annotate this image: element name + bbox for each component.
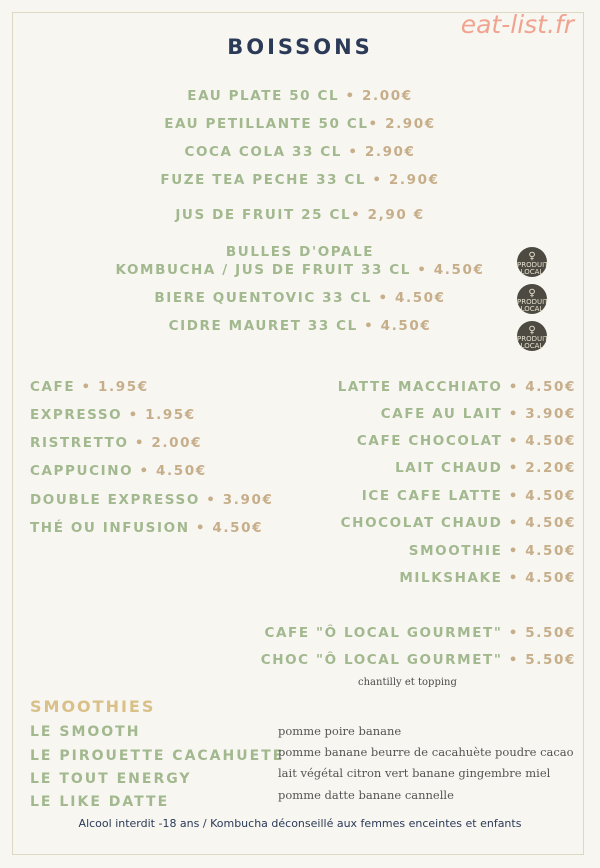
item-price: • 5.50€ [502, 652, 576, 668]
item-name: LAIT CHAUD [395, 460, 503, 476]
footer-disclaimer: Alcool interdit -18 ans / Kombucha déconseillé aux femmes enceintes et enfants [78, 817, 522, 830]
item-price: • 4.50€ [502, 379, 576, 395]
item-name: CHOC "Ô LOCAL GOURMET" [260, 652, 503, 668]
item-name: CAFE CHOCOLAT [356, 433, 503, 449]
smoothie-description: pomme datte banane cannelle [278, 788, 454, 802]
item-price: • 2.00€ [128, 435, 203, 451]
item-name: CIDRE MAURET 33 CL [168, 318, 358, 334]
item-price: • 4.50€ [502, 543, 576, 559]
watermark: eat-list.fr [460, 10, 574, 39]
smoothie-name: LE PIROUETTE CACAHUETE [30, 748, 285, 764]
menu-item [338, 379, 576, 395]
menu-item [30, 520, 263, 536]
local-product-badge-icon: ♀ PRODUIT LOCAL [517, 284, 547, 314]
menu-item [30, 379, 149, 395]
menu-item [30, 492, 273, 508]
page-title: BOISSONS [227, 35, 373, 59]
menu-item [399, 570, 576, 586]
menu-item [0, 290, 600, 306]
menu-item [0, 88, 600, 104]
item-name: CHOCOLAT CHAUD [340, 515, 503, 531]
menu-item [30, 463, 207, 479]
menu-item [0, 262, 600, 278]
item-name: EAU PETILLANTE 50 CL [164, 116, 369, 132]
menu-item [261, 652, 576, 668]
menu-item [362, 488, 576, 504]
smoothie-description: pomme banane beurre de cacahuète poudre cacao [278, 745, 574, 759]
item-price: • 2.20€ [502, 460, 576, 476]
item-name: CAFE [30, 379, 76, 395]
menu-item [0, 244, 600, 260]
item-name: CAPPUCINO [30, 463, 134, 479]
smoothie-description: lait végétal citron vert banane gingembre miel [278, 766, 551, 780]
smoothie-name: LE LIKE DATTE [30, 794, 170, 810]
item-name: JUS DE FRUIT 25 CL [175, 207, 352, 223]
menu-item [0, 172, 600, 188]
item-price: • 4.50€ [133, 463, 207, 479]
item-price: • 4.50€ [502, 433, 576, 449]
item-price: • 2.90€ [368, 116, 436, 132]
item-name: MILKSHAKE [399, 570, 503, 586]
menu-item [381, 406, 576, 422]
item-price: • 1.95€ [75, 379, 149, 395]
item-price: • 4.50€ [372, 290, 446, 306]
smoothie-name: LE TOUT ENERGY [30, 771, 192, 787]
item-name: COCA COLA 33 CL [184, 144, 343, 160]
smoothies-heading: SMOOTHIES [30, 697, 156, 716]
item-price: • 3.90€ [502, 406, 576, 422]
menu-item [357, 433, 576, 449]
item-price: • 2.00€ [339, 88, 413, 104]
item-name: RISTRETTO [30, 435, 129, 451]
item-price: • 3.90€ [199, 492, 274, 508]
item-name: EXPRESSO [30, 407, 123, 423]
menu-item [0, 144, 600, 160]
item-price: • 4.50€ [189, 520, 264, 536]
menu-item [409, 543, 576, 559]
item-name: CAFE AU LAIT [380, 406, 503, 422]
menu-item [0, 207, 600, 223]
item-name: THÉ OU INFUSION [30, 520, 190, 536]
item-price: • 2.90€ [342, 144, 416, 160]
item-price: • 4.50€ [502, 488, 576, 504]
item-name: EAU PLATE 50 CL [187, 88, 340, 104]
item-name: ICE CAFE LATTE [361, 488, 503, 504]
item-price: • 2,90 € [351, 207, 425, 223]
menu-item [30, 435, 202, 451]
item-price: • 4.50€ [502, 515, 576, 531]
item-name: DOUBLE EXPRESSO [30, 492, 200, 508]
smoothie-description: pomme poire banane [278, 724, 402, 738]
item-name: FUZE TEA PECHE 33 CL [160, 172, 367, 188]
menu-item [0, 318, 600, 334]
gourmet-note: chantilly et topping [358, 677, 457, 688]
menu-item [341, 515, 576, 531]
menu-item [0, 116, 600, 132]
item-name: BIERE QUENTOVIC 33 CL [154, 290, 373, 306]
item-price: • 2.90€ [366, 172, 440, 188]
item-name: LATTE MACCHIATO [337, 379, 503, 395]
item-price: • 4.50€ [410, 262, 485, 278]
menu-item [264, 625, 576, 641]
item-price: • 4.50€ [357, 318, 432, 334]
item-price: • 5.50€ [502, 625, 576, 641]
local-product-badge-icon: ♀ PRODUIT LOCAL [517, 247, 547, 277]
local-product-badge-icon: ♀ PRODUIT LOCAL [517, 321, 547, 351]
menu-item [30, 407, 196, 423]
item-price: • 1.95€ [122, 407, 196, 423]
item-name: SMOOTHIE [408, 543, 503, 559]
item-name: BULLES D'OPALE [225, 244, 375, 260]
item-name: CAFE "Ô LOCAL GOURMET" [264, 625, 503, 641]
smoothie-name: LE SMOOTH [30, 724, 141, 740]
item-price: • 4.50€ [502, 570, 576, 586]
menu-item [395, 460, 576, 476]
item-name: KOMBUCHA / JUS DE FRUIT 33 CL [115, 262, 411, 278]
